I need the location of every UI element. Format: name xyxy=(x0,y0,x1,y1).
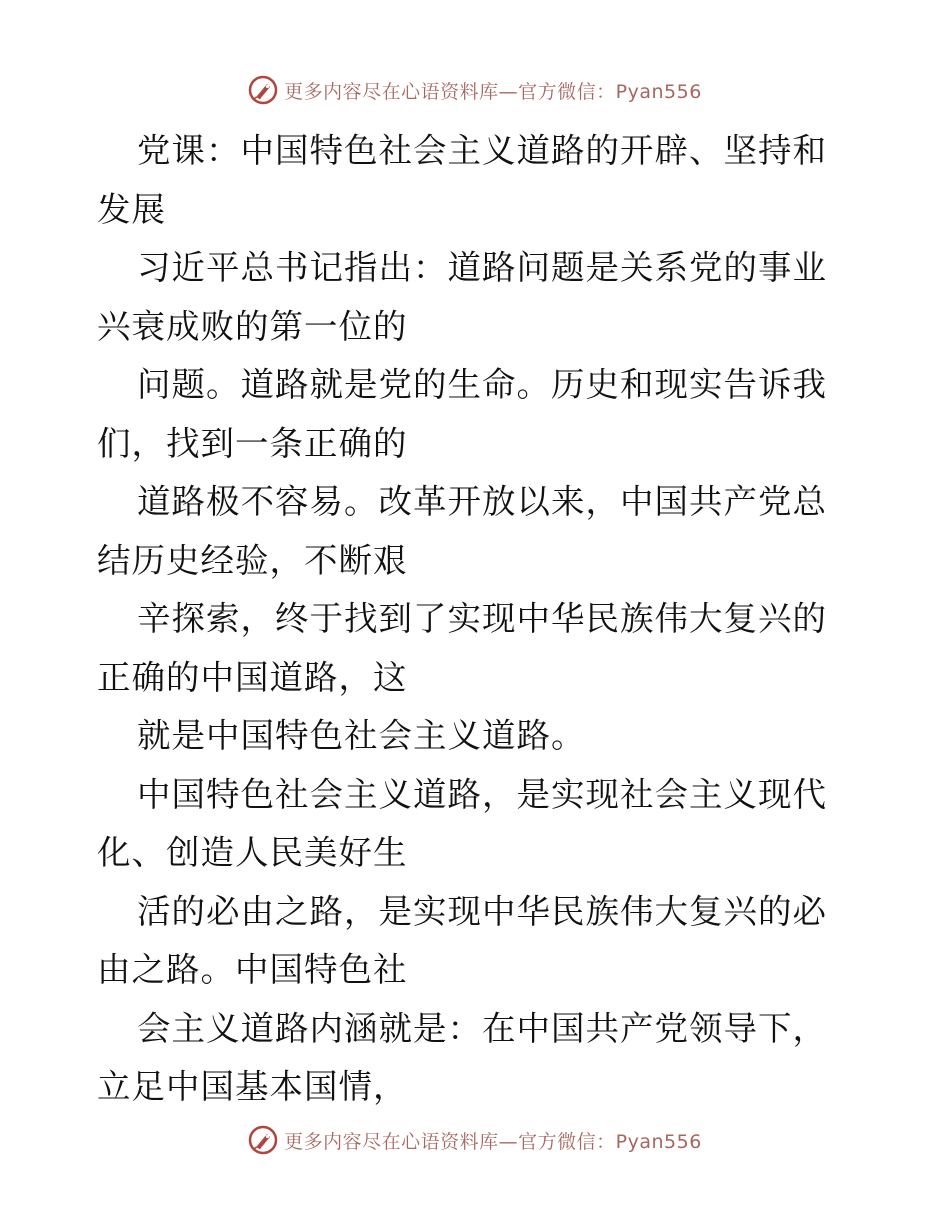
footer-watermark xyxy=(0,1118,950,1162)
document-body xyxy=(97,122,853,1117)
pen-nib-logo-icon xyxy=(248,75,278,105)
header-watermark xyxy=(0,68,950,112)
paragraph: 会主义道路内涵就是：在中国共产党领导下，立足中国基本国情， xyxy=(97,1008,827,1106)
paragraph-title: 党课：中国特色社会主义道路的开辟、坚持和发展 xyxy=(97,131,827,229)
watermark-text: 更多内容尽在心语资料库—官方微信：Pyan556 xyxy=(284,1130,702,1153)
paragraph: 问题。道路就是党的生命。历史和现实告诉我们，找到一条正确的 xyxy=(97,365,827,463)
paragraph: 习近平总书记指出：道路问题是关系党的事业兴衰成败的第一位的 xyxy=(97,248,827,346)
paragraph: 道路极不容易。改革开放以来，中国共产党总结历史经验，不断艰 xyxy=(97,482,827,580)
watermark-text: 更多内容尽在心语资料库—官方微信：Pyan556 xyxy=(284,80,702,103)
paragraph: 中国特色社会主义道路，是实现社会主义现代化、创造人民美好生 xyxy=(97,774,827,872)
pen-nib-logo-icon xyxy=(248,1125,278,1155)
paragraph: 活的必由之路，是实现中华民族伟大复兴的必由之路。中国特色社 xyxy=(97,891,827,989)
paragraph: 辛探索，终于找到了实现中华民族伟大复兴的正确的中国道路，这 xyxy=(97,599,827,697)
paragraph: 就是中国特色社会主义道路。 xyxy=(137,716,586,755)
